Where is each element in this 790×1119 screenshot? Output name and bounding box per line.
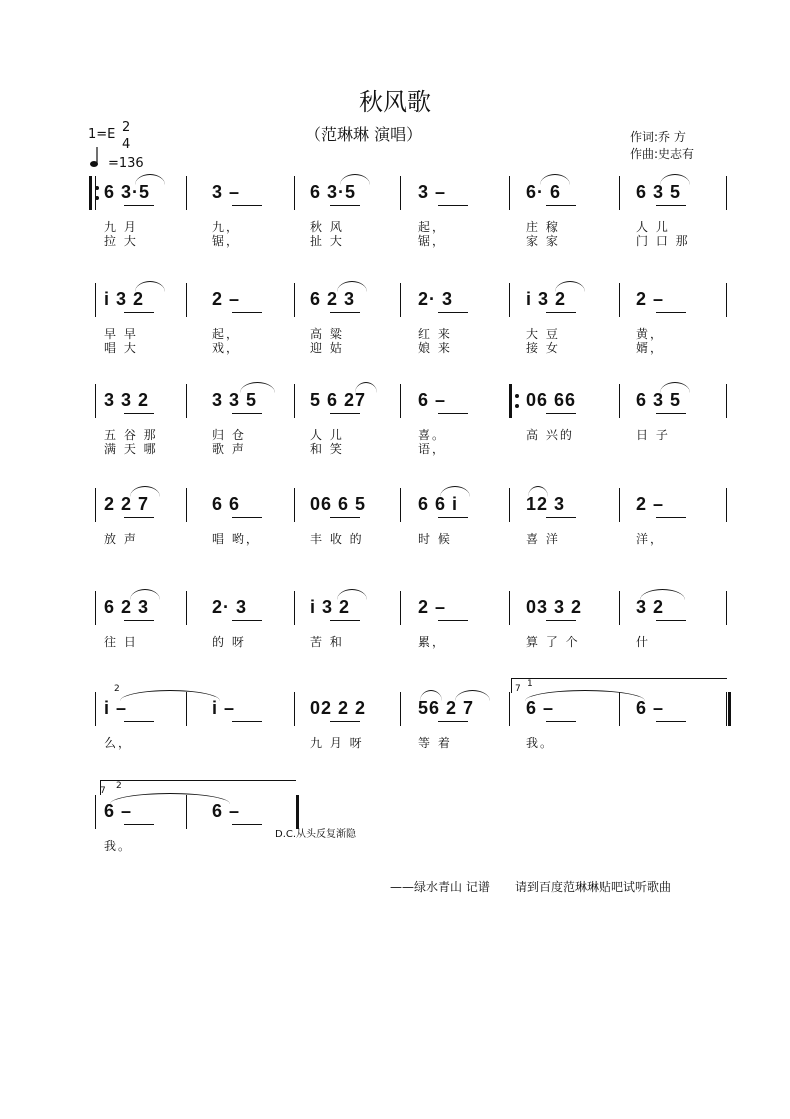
lyric-line-1: 我。 xyxy=(526,736,555,750)
beam-underline xyxy=(656,413,686,414)
notation-system xyxy=(0,384,790,484)
lyric-line-1: 五 谷 那 xyxy=(104,428,158,442)
measure-notes: 6 3·5 xyxy=(104,182,151,202)
quarter-note-icon xyxy=(89,146,99,168)
lyric-line-2: 接 女 xyxy=(526,341,560,355)
measure-notes: 2· 3 xyxy=(212,597,248,617)
lyric-line-1: 早 早 xyxy=(104,327,138,341)
lyric-line-1: 的 呀 xyxy=(212,635,246,649)
barline xyxy=(726,384,727,418)
beam-underline xyxy=(330,517,360,518)
beam-underline xyxy=(546,620,576,621)
measure-notes: 2 – xyxy=(212,289,241,309)
measure-notes: 3 2 xyxy=(636,597,665,617)
beam-underline xyxy=(330,620,360,621)
page-title: 秋风歌 xyxy=(359,88,431,116)
beam-underline xyxy=(656,620,686,621)
beam-underline xyxy=(546,205,576,206)
scribe-credit: ——绿水青山 记谱 xyxy=(390,880,490,894)
lyric-line-1: 喜。 xyxy=(418,428,447,442)
barline xyxy=(95,795,96,829)
barline xyxy=(726,283,727,317)
measure-notes: 6· 6 xyxy=(526,182,562,202)
measure-notes: i 3 2 xyxy=(526,289,567,309)
measure-notes: 3 – xyxy=(418,182,447,202)
listen-note: 请到百度范琳琳贴吧试听歌曲 xyxy=(515,880,672,894)
lyric-line-1: 我。 xyxy=(104,839,133,853)
barline xyxy=(619,283,620,317)
end-barline xyxy=(296,795,299,829)
measure-notes: 6 2 3 xyxy=(310,289,356,309)
lyric-line-1: 红 来 xyxy=(418,327,452,341)
beam-underline xyxy=(656,721,686,722)
volta-bracket xyxy=(100,780,296,795)
lyric-line-1: 高 粱 xyxy=(310,327,344,341)
beam-underline xyxy=(656,205,686,206)
measure-notes: 5 6 27 xyxy=(310,390,367,410)
repeat-start-barline xyxy=(89,176,92,210)
lyric-line-1: 归 仓 xyxy=(212,428,246,442)
beam-underline xyxy=(232,824,262,825)
beam-underline xyxy=(438,517,468,518)
beam-underline xyxy=(124,312,154,313)
measure-notes: 6 6 i xyxy=(418,494,459,514)
beam-underline xyxy=(232,620,262,621)
barline xyxy=(400,488,401,522)
measure-notes: 02 2 2 xyxy=(310,698,367,718)
measure-notes: i 3 2 xyxy=(104,289,145,309)
measure-notes: 3 – xyxy=(212,182,241,202)
lyric-line-1: 秋 风 xyxy=(310,220,344,234)
lyric-line-2: 拉 大 xyxy=(104,234,138,248)
lyricist-credit: 作词:乔 方 xyxy=(630,130,686,144)
measure-notes: 2 2 7 xyxy=(104,494,150,514)
measure-notes: 2 – xyxy=(636,494,665,514)
beam-underline xyxy=(232,205,262,206)
barline xyxy=(95,283,96,317)
beam-underline xyxy=(232,517,262,518)
measure-notes: 2 – xyxy=(636,289,665,309)
barline xyxy=(619,176,620,210)
beam-underline xyxy=(656,312,686,313)
lyric-line-1: 庄 稼 xyxy=(526,220,560,234)
measure-notes: 6 – xyxy=(636,698,665,718)
beam-underline xyxy=(124,205,154,206)
barline xyxy=(400,384,401,418)
beam-underline xyxy=(124,517,154,518)
barline xyxy=(509,692,510,726)
notation-system xyxy=(0,692,790,792)
barline xyxy=(509,488,510,522)
lyric-line-1: 喜 洋 xyxy=(526,532,560,546)
repeat-dots xyxy=(515,392,519,410)
lyric-line-1: 算 了 个 xyxy=(526,635,580,649)
beam-underline xyxy=(232,312,262,313)
measure-notes: 2· 3 xyxy=(418,289,454,309)
dc-instruction: D.C.从头反复渐隐 xyxy=(275,829,357,840)
measure-notes: i 3 2 xyxy=(310,597,351,617)
measure-notes: 3 3 2 xyxy=(104,390,150,410)
measure-notes: i – xyxy=(104,698,128,718)
barline xyxy=(294,488,295,522)
beam-underline xyxy=(438,620,468,621)
lyric-line-1: 放 声 xyxy=(104,532,138,546)
measure-notes: 3 3 5 xyxy=(212,390,258,410)
lyric-line-1: 大 豆 xyxy=(526,327,560,341)
lyric-line-1: 起， xyxy=(212,327,241,341)
measure-notes: 6 6 xyxy=(212,494,241,514)
measure-notes: 6 – xyxy=(418,390,447,410)
measure-notes: 6 – xyxy=(212,801,241,821)
lyric-line-1: 人 儿 xyxy=(310,428,344,442)
composer-credit: 作曲:史志有 xyxy=(630,147,695,161)
grace-note: 7 xyxy=(100,786,106,796)
beam-underline xyxy=(438,312,468,313)
beam-underline xyxy=(546,413,576,414)
measure-notes: 03 3 2 xyxy=(526,597,583,617)
lyric-line-2: 和 笑 xyxy=(310,442,344,456)
lyric-line-2: 迎 姑 xyxy=(310,341,344,355)
measure-notes: 2 – xyxy=(418,597,447,617)
notation-system xyxy=(0,591,790,691)
lyric-line-1: 时 候 xyxy=(418,532,452,546)
beam-underline xyxy=(232,413,262,414)
barline xyxy=(294,591,295,625)
lyric-line-1: 苦 和 xyxy=(310,635,344,649)
lyric-line-1: 黄， xyxy=(636,327,665,341)
barline xyxy=(186,384,187,418)
volta-number: 1 xyxy=(527,679,533,689)
time-signature-numerator: 2 xyxy=(122,120,131,135)
lyric-line-2: 唱 大 xyxy=(104,341,138,355)
barline xyxy=(619,591,620,625)
lyric-line-1: 累， xyxy=(418,635,447,649)
lyric-line-2: 锯， xyxy=(418,234,447,248)
lyric-line-2: 娘 来 xyxy=(418,341,452,355)
beam-underline xyxy=(656,517,686,518)
lyric-line-2: 语， xyxy=(418,442,447,456)
lyric-line-1: 九 月 呀 xyxy=(310,736,364,750)
lyric-line-1: 什 xyxy=(636,635,651,649)
measure-notes: 6 – xyxy=(526,698,555,718)
measure-notes: 6 3 5 xyxy=(636,182,682,202)
barline xyxy=(186,591,187,625)
barline xyxy=(509,591,510,625)
beam-underline xyxy=(232,721,262,722)
measure-notes: 06 66 xyxy=(526,390,577,410)
measure-notes: 6 – xyxy=(104,801,133,821)
beam-underline xyxy=(124,413,154,414)
barline xyxy=(726,692,727,726)
measure-notes: 12 3 xyxy=(526,494,566,514)
beam-underline xyxy=(124,620,154,621)
barline xyxy=(619,488,620,522)
lyric-line-1: 洋， xyxy=(636,532,665,546)
lyric-line-1: 人 儿 xyxy=(636,220,670,234)
lyric-line-2: 戏， xyxy=(212,341,241,355)
barline xyxy=(95,384,96,418)
performer-subtitle: （范琳琳 演唱） xyxy=(305,125,423,144)
lyric-line-1: 九， xyxy=(212,220,241,234)
measure-notes: 6 2 3 xyxy=(104,597,150,617)
barline xyxy=(95,591,96,625)
lyric-line-2: 家 家 xyxy=(526,234,560,248)
beam-underline xyxy=(330,413,360,414)
barline xyxy=(294,692,295,726)
barline xyxy=(400,283,401,317)
barline xyxy=(509,176,510,210)
grace-note: 2 xyxy=(114,684,120,694)
barline xyxy=(400,692,401,726)
barline xyxy=(509,283,510,317)
barline xyxy=(186,283,187,317)
measure-notes: 6 3·5 xyxy=(310,182,357,202)
barline xyxy=(294,176,295,210)
lyric-line-2: 满 天 哪 xyxy=(104,442,158,456)
measure-notes: 56 2 7 xyxy=(418,698,475,718)
measure-notes: i – xyxy=(212,698,236,718)
barline xyxy=(186,488,187,522)
lyric-line-1: 往 日 xyxy=(104,635,138,649)
repeat-start-barline xyxy=(509,384,512,418)
notation-system xyxy=(0,488,790,588)
beam-underline xyxy=(438,721,468,722)
repeat-dots xyxy=(95,184,99,202)
beam-underline xyxy=(546,517,576,518)
beam-underline xyxy=(124,824,154,825)
volta-number: 2 xyxy=(116,781,122,791)
barline xyxy=(726,488,727,522)
barline xyxy=(95,488,96,522)
notation-system xyxy=(0,176,790,276)
lyric-line-2: 门 口 那 xyxy=(636,234,690,248)
beam-underline xyxy=(438,413,468,414)
barline xyxy=(400,591,401,625)
lyric-line-1: 等 着 xyxy=(418,736,452,750)
lyric-line-1: 日 子 xyxy=(636,428,670,442)
barline xyxy=(619,384,620,418)
beam-underline xyxy=(438,205,468,206)
time-signature-denominator: 4 xyxy=(122,137,131,152)
beam-underline xyxy=(330,205,360,206)
barline xyxy=(726,176,727,210)
end-barline xyxy=(728,692,731,726)
lyric-line-2: 锯， xyxy=(212,234,241,248)
beam-underline xyxy=(546,721,576,722)
measure-notes: 6 3 5 xyxy=(636,390,682,410)
measure-notes: 06 6 5 xyxy=(310,494,367,514)
beam-underline xyxy=(330,312,360,313)
beam-underline xyxy=(330,721,360,722)
notation-system xyxy=(0,283,790,383)
lyric-line-2: 扯 大 xyxy=(310,234,344,248)
lyric-line-1: 唱 哟， xyxy=(212,532,260,546)
lyric-line-1: 高 兴的 xyxy=(526,428,574,442)
barline xyxy=(400,176,401,210)
barline xyxy=(726,591,727,625)
lyric-line-1: 么， xyxy=(104,736,133,750)
barline xyxy=(294,384,295,418)
lyric-line-2: 歌 声 xyxy=(212,442,246,456)
lyric-line-1: 丰 收 的 xyxy=(310,532,364,546)
lyric-line-2: 婿， xyxy=(636,341,665,355)
volta-bracket xyxy=(511,678,727,693)
lyric-line-1: 起， xyxy=(418,220,447,234)
beam-underline xyxy=(124,721,154,722)
grace-note: 7 xyxy=(515,684,521,694)
barline xyxy=(186,176,187,210)
beam-underline xyxy=(546,312,576,313)
lyric-line-1: 九 月 xyxy=(104,220,138,234)
tempo-marking: =136 xyxy=(108,156,144,171)
barline xyxy=(294,283,295,317)
key-signature: 1=E xyxy=(88,127,116,142)
barline xyxy=(95,692,96,726)
